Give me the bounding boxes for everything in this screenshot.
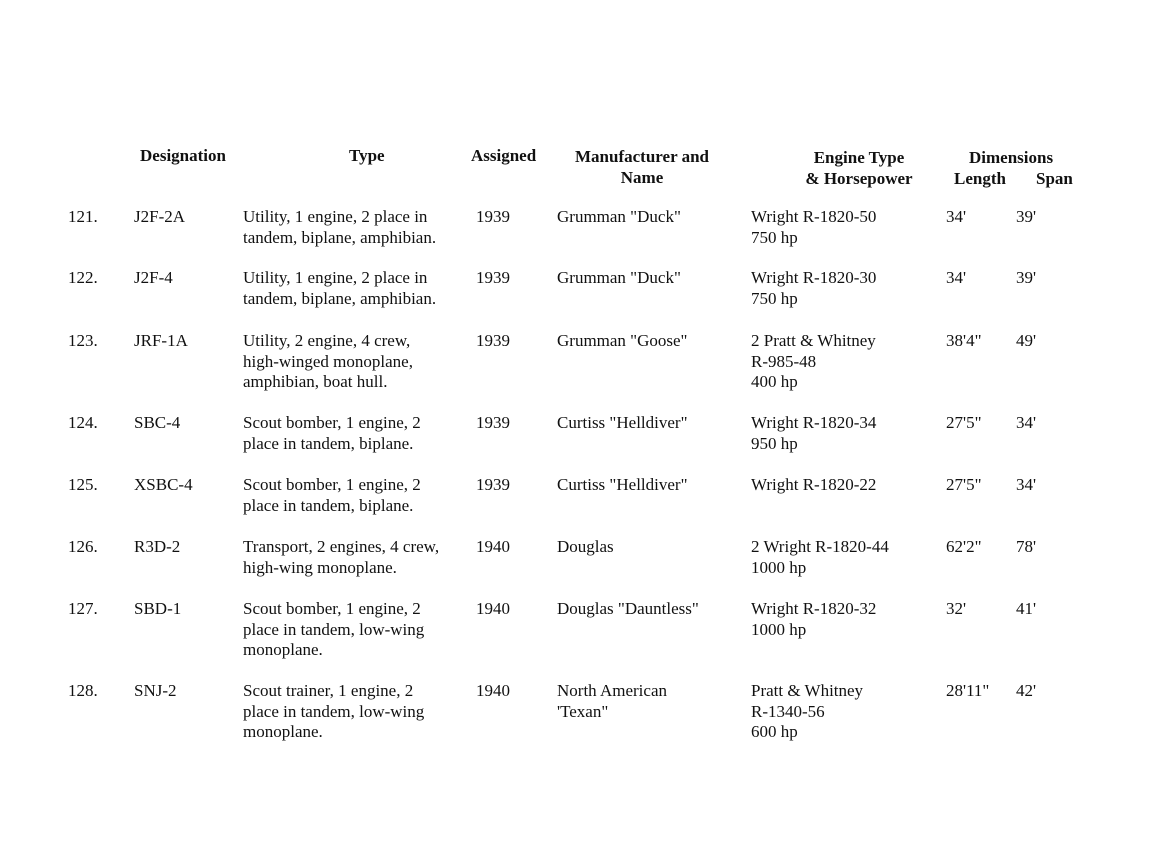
manufacturer-cell <box>557 475 742 496</box>
manufacturer-cell-line: 'Texan" <box>557 701 609 721</box>
row-number: 127. <box>68 599 98 618</box>
row-number: 128. <box>68 681 98 700</box>
engine-cell-line: R-1340-56 <box>751 701 825 721</box>
span-cell: 39' <box>1016 268 1037 287</box>
type-cell-line: place in tandem, biplane. <box>243 495 414 515</box>
engine-cell <box>751 537 889 578</box>
type-cell-line: Scout bomber, 1 engine, 2 <box>243 413 421 432</box>
header-length: Length <box>954 169 1006 188</box>
engine-cell-line: Wright R-1820-30 <box>751 268 877 287</box>
engine-cell <box>751 207 876 248</box>
assigned-cell: 1940 <box>476 537 510 556</box>
engine-cell-line: R-985-48 <box>751 351 817 371</box>
engine-cell-line: 750 hp <box>751 288 798 308</box>
manufacturer-cell <box>557 268 742 289</box>
row-number: 123. <box>68 331 98 350</box>
designation-cell: SBD-1 <box>134 599 182 618</box>
type-cell <box>243 331 463 393</box>
type-cell-line: amphibian, boat hull. <box>243 372 388 391</box>
manufacturer-cell <box>557 207 742 228</box>
manufacturer-cell-line: Curtiss "Helldiver" <box>557 413 688 432</box>
length-cell: 27'5" <box>946 475 982 494</box>
engine-cell <box>751 331 876 393</box>
manufacturer-cell <box>557 599 742 620</box>
row-number: 124. <box>68 413 98 432</box>
engine-cell-line: Pratt & Whitney <box>751 681 864 700</box>
type-cell <box>243 599 463 661</box>
engine-cell-line: 1000 hp <box>751 557 807 577</box>
engine-cell-line: Wright R-1820-32 <box>751 599 877 618</box>
span-cell: 39' <box>1016 207 1037 226</box>
type-cell <box>243 475 463 516</box>
manufacturer-cell-line: Curtiss "Helldiver" <box>557 475 688 494</box>
engine-cell-line: 750 hp <box>751 227 798 247</box>
engine-cell-line: 600 hp <box>751 722 798 741</box>
designation-cell: J2F-2A <box>134 207 186 226</box>
designation-cell: SBC-4 <box>134 413 181 432</box>
engine-cell <box>751 599 876 640</box>
type-cell <box>243 413 463 454</box>
header-span: Span <box>1036 169 1073 188</box>
length-cell: 32' <box>946 599 967 618</box>
assigned-cell: 1940 <box>476 599 510 618</box>
type-cell-line: Utility, 1 engine, 2 place in <box>243 268 428 287</box>
type-cell-line: place in tandem, low-wing <box>243 701 425 721</box>
designation-cell: XSBC-4 <box>134 475 193 494</box>
manufacturer-cell-line: Grumman "Goose" <box>557 331 688 350</box>
row-number: 121. <box>68 207 98 226</box>
span-cell: 42' <box>1016 681 1037 700</box>
designation-cell: J2F-4 <box>134 268 173 287</box>
manufacturer-cell-line: Douglas <box>557 537 614 556</box>
type-cell <box>243 268 463 309</box>
type-cell-line: tandem, biplane, amphibian. <box>243 227 437 247</box>
type-cell-line: Scout trainer, 1 engine, 2 <box>243 681 414 700</box>
engine-cell-line: 1000 hp <box>751 619 807 639</box>
type-cell-line: high-winged monoplane, <box>243 351 413 371</box>
engine-cell-line: 2 Pratt & Whitney <box>751 331 876 350</box>
manufacturer-cell-line: North American <box>557 681 667 700</box>
header-engine <box>780 147 938 189</box>
header-engine-line1: Engine Type <box>813 148 905 167</box>
length-cell: 27'5" <box>946 413 982 432</box>
engine-cell <box>751 413 876 454</box>
designation-cell: SNJ-2 <box>134 681 177 700</box>
type-cell-line: Utility, 2 engine, 4 crew, <box>243 331 411 350</box>
row-number: 125. <box>68 475 98 494</box>
type-cell-line: place in tandem, biplane. <box>243 433 414 453</box>
assigned-cell: 1940 <box>476 681 510 700</box>
span-cell: 34' <box>1016 475 1037 494</box>
manufacturer-cell <box>557 537 742 558</box>
manufacturer-cell <box>557 681 742 722</box>
engine-cell <box>751 681 863 743</box>
header-manufacturer <box>566 146 718 188</box>
manufacturer-cell <box>557 413 742 434</box>
assigned-cell: 1939 <box>476 331 510 350</box>
span-cell: 41' <box>1016 599 1037 618</box>
type-cell-line: Transport, 2 engines, 4 crew, <box>243 537 440 556</box>
length-cell: 34' <box>946 268 967 287</box>
header-manufacturer-line2: Name <box>620 168 664 187</box>
type-cell-line: place in tandem, low-wing <box>243 619 425 639</box>
type-cell <box>243 681 463 743</box>
type-cell <box>243 207 463 248</box>
assigned-cell: 1939 <box>476 268 510 287</box>
engine-cell-line: 2 Wright R-1820-44 <box>751 537 889 556</box>
engine-cell <box>751 268 876 309</box>
span-cell: 49' <box>1016 331 1037 350</box>
type-cell-line: monoplane. <box>243 640 323 659</box>
engine-cell-line: Wright R-1820-34 <box>751 413 877 432</box>
type-cell <box>243 537 463 578</box>
engine-cell <box>751 475 876 496</box>
span-cell: 78' <box>1016 537 1037 556</box>
assigned-cell: 1939 <box>476 413 510 432</box>
manufacturer-cell-line: Grumman "Duck" <box>557 268 681 287</box>
engine-cell-line: 950 hp <box>751 433 798 453</box>
length-cell: 62'2" <box>946 537 982 556</box>
engine-cell-line: Wright R-1820-50 <box>751 207 877 226</box>
length-cell: 38'4" <box>946 331 982 350</box>
header-type: Type <box>349 146 385 165</box>
type-cell-line: Utility, 1 engine, 2 place in <box>243 207 428 226</box>
engine-cell-line: 400 hp <box>751 372 798 391</box>
header-dimensions: Dimensions <box>969 148 1054 167</box>
assigned-cell: 1939 <box>476 475 510 494</box>
manufacturer-cell-line: Grumman "Duck" <box>557 207 681 226</box>
row-number: 122. <box>68 268 98 287</box>
assigned-cell: 1939 <box>476 207 510 226</box>
type-cell-line: tandem, biplane, amphibian. <box>243 288 437 308</box>
manufacturer-cell-line: Douglas "Dauntless" <box>557 599 699 618</box>
length-cell: 28'11" <box>946 681 990 700</box>
type-cell-line: Scout bomber, 1 engine, 2 <box>243 599 421 618</box>
designation-cell: JRF-1A <box>134 331 188 350</box>
header-designation: Designation <box>140 146 226 165</box>
type-cell-line: Scout bomber, 1 engine, 2 <box>243 475 421 494</box>
header-manufacturer-line1: Manufacturer and <box>575 147 709 166</box>
type-cell-line: high-wing monoplane. <box>243 557 397 577</box>
type-cell-line: monoplane. <box>243 722 323 741</box>
row-number: 126. <box>68 537 98 556</box>
span-cell: 34' <box>1016 413 1037 432</box>
designation-cell: R3D-2 <box>134 537 181 556</box>
manufacturer-cell <box>557 331 742 352</box>
engine-cell-line: Wright R-1820-22 <box>751 475 877 494</box>
length-cell: 34' <box>946 207 967 226</box>
header-assigned: Assigned <box>471 146 537 165</box>
header-engine-line2: & Horsepower <box>805 169 913 188</box>
